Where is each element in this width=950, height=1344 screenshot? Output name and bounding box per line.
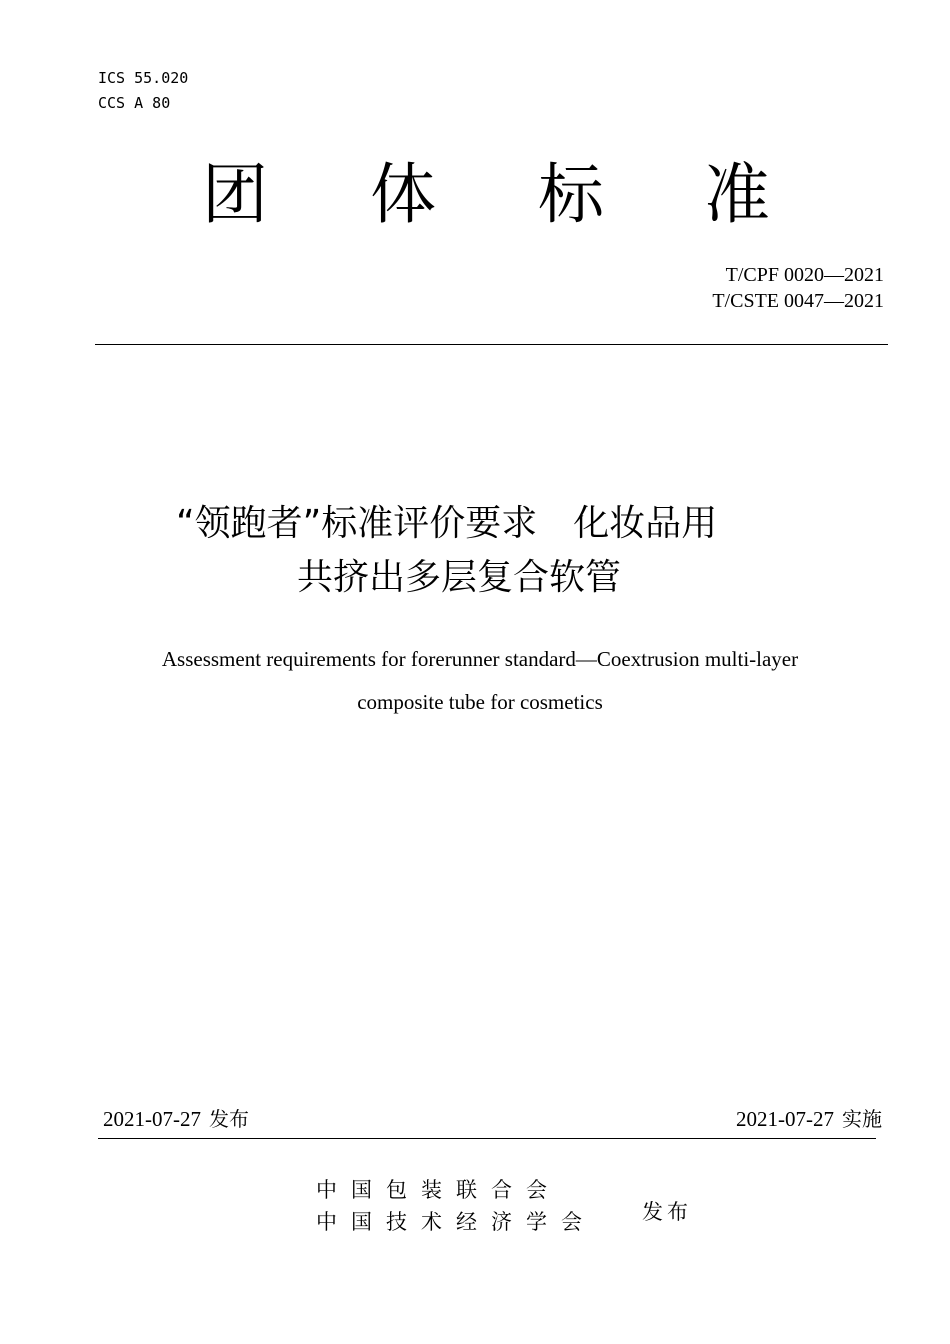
english-title [0,638,950,724]
publish-label: 发布 [642,1200,692,1224]
publisher-technology-economics-society: 中国技术经济学会 [316,1210,596,1234]
footer-divider [98,1138,876,1139]
implementation-date: 2021-07-27 [736,1107,834,1131]
publisher-packaging-federation: 中国包装联合会 [316,1178,561,1202]
header-divider [95,344,888,345]
publishers [316,1174,596,1238]
doc-type-char-2: 体 [370,156,436,233]
document-type-heading [0,150,950,240]
standard-numbers [712,262,884,314]
doc-type-char-1: 团 [202,156,268,233]
implementation-label: 实施 [842,1107,882,1131]
chinese-title-line-1: “领跑者”标准评价要求 化妆品用 [176,503,718,544]
english-title-line-1: Assessment requirements for forerunner standard—Coextrusion multi-layer [161,647,799,671]
ccs-code: CCS A 80 [98,94,171,112]
issue-label: 发布 [209,1107,249,1131]
classification-codes [98,66,188,116]
issue-date-block [103,1104,249,1134]
english-title-line-2: composite tube for cosmetics [357,690,603,714]
chinese-title-line-2: 共挤出多层复合软管 [297,557,622,598]
implementation-date-block [736,1104,882,1134]
standard-number-cpf: T/CPF 0020—2021 [725,264,884,286]
standard-number-cste: T/CSTE 0047—2021 [712,290,884,312]
doc-type-char-4: 准 [704,156,770,233]
ics-code: ICS 55.020 [98,69,189,87]
issue-date: 2021-07-27 [103,1107,201,1131]
doc-type-char-3: 标 [538,156,604,233]
